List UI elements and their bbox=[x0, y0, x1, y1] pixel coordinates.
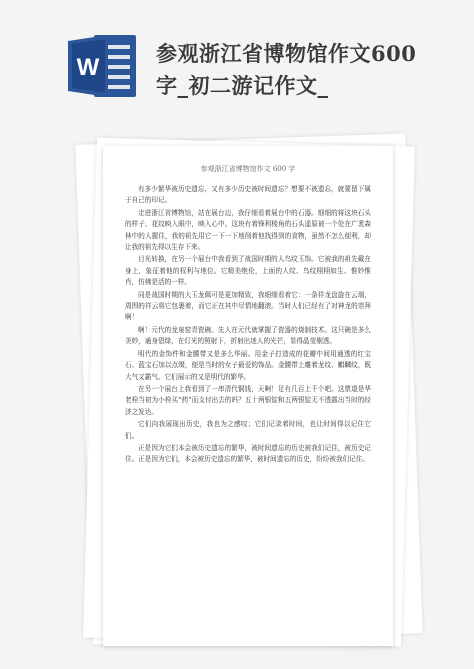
banner bbox=[0, 0, 474, 130]
paragraph: 目光转换，在另一个展台中我看到了战国时期的人鸟纹玉饰。它被我的祖先戴在身上，象征着他的权利与地位。它精美绝伦，上面的人纹、鸟纹栩栩如生、惟妙惟肖，仿佛是活的一样。 bbox=[125, 255, 371, 287]
word-document-icon bbox=[68, 33, 138, 99]
title-line-1: 参观浙江省博物馆作文600 bbox=[156, 41, 417, 66]
paragraph: 同是战国时期的大玉龙佩可是更加精致，我细细看着它：一条祥龙盘旋在云端，周围的祥云将它包裹着，而它正在其中尽情地翻滚。当时人们已经有了对神龙的崇拜啊！ bbox=[125, 290, 371, 322]
paragraph: 它们向我展现出历史，我也为之感叹；它们记录着时间，也让时间得以记住它们。 bbox=[125, 420, 371, 440]
title-line-2: 字_初二游记作文_ bbox=[156, 73, 329, 98]
document-page bbox=[103, 146, 393, 646]
document-header: 参观浙江省博物馆作文 600 字 bbox=[200, 165, 296, 173]
paragraph: 明代的金饰件和金腰带又是多么华丽。用金子打造成的花瓣中间用通透的红宝石、蓝宝石加以点缀，便是当时的女子最爱的饰品。金腰带上雕着龙纹、麒麟纹，既大气又霸气。它们展示的又是明代的繁华。 bbox=[125, 349, 371, 381]
document-title bbox=[156, 38, 456, 102]
paragraph: 有多少繁华被历史遗忘，又有多少历史被时间遗忘？想要不被遗忘，就要留下属于自己的印记。 bbox=[125, 185, 371, 205]
svg-text:W: W bbox=[76, 54, 100, 81]
paragraph: 在另一个展台上我看到了一串清代铜钱，天啊！足有几百上千个吧。这票道是华老栓当初为小栓买“药”而支付出去的吗？五十两银锭和五两银锭无不透露出当时的经济之发达。 bbox=[125, 384, 371, 416]
paragraph: 啊！元代的龙泉窑青瓷碗。先人在元代就掌握了瓷器的烧制技术。这只碗是多么美妙，通身碧绿，在灯光的照射下，折射出迷人的光芒，显得晶莹剔透。 bbox=[125, 325, 371, 346]
paragraph: 走进浙江省博物馆，站在展台边，我仔细看着展台中的石器。细细的将这块石头的样子、花纹映入眼中，映入心中。这块有着锋利棱角的石头遥原被一个处在广袤森林中的人握住，我的祖先用它一下一下地削着他找得到的食物，虽然不怎么便利，却让我的祖先得以生存下来。 bbox=[125, 208, 371, 252]
paragraph: 正是因为它们本会被历史遗忘的繁华，被时间遗忘的历史被我们记住，被历史记住。正是因为它们，本会被历史遗忘的繁华，被时间遗忘的历史，纷纷被我们记住。 bbox=[125, 443, 371, 464]
